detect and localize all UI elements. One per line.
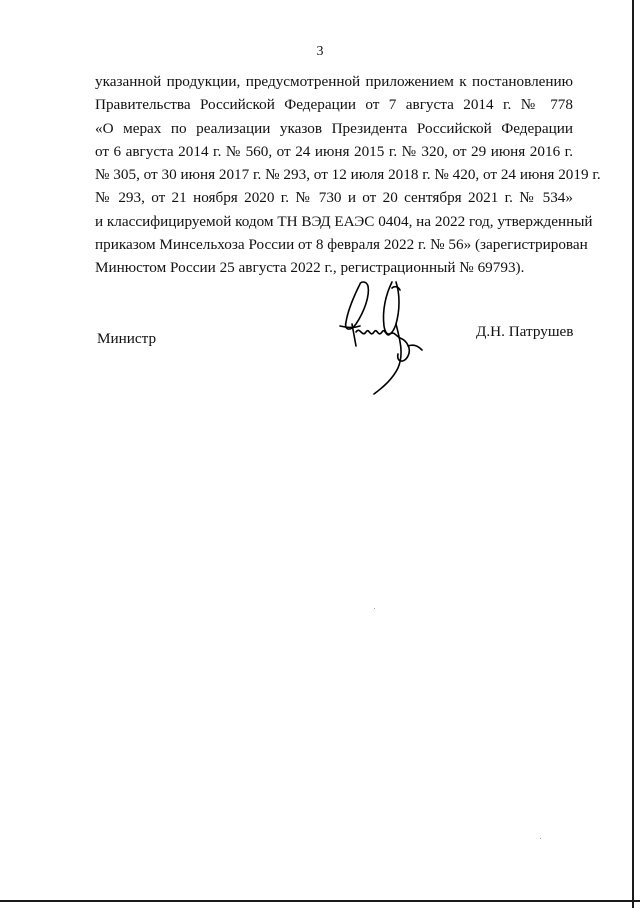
signatory-name: Д.Н. Патрушев <box>476 323 574 340</box>
scan-speck <box>540 838 541 839</box>
paragraph-line: № 305, от 30 июня 2017 г. № 293, от 12 июля 2018 г. № 420, от 24 июня 2019 г. <box>95 166 601 184</box>
handwritten-signature <box>326 276 436 398</box>
paragraph-line: приказом Минсельхоза России от 8 февраля 2022 г. № 56» (зарегистрирован <box>95 236 588 254</box>
paragraph-line: «О мерах по реализации указов Президента Российской Федерации <box>95 119 573 137</box>
paragraph-line: от 6 августа 2014 г. № 560, от 24 июня 2015 г. № 320, от 29 июня 2016 г. <box>95 142 573 160</box>
paragraph-line: № 293, от 21 ноября 2020 г. № 730 и от 20 сентября 2021 г. № 534» <box>95 189 573 207</box>
body-paragraph <box>95 70 601 280</box>
scan-speck <box>374 608 375 609</box>
paragraph-line: и классифицируемой кодом ТН ВЭД ЕАЭС 0404, на 2022 год, утвержденный <box>95 212 593 230</box>
scan-edge-bottom <box>0 900 640 902</box>
paragraph-line: Минюстом России 25 августа 2022 г., регистрационный № 69793). <box>95 259 525 277</box>
signatory-position: Министр <box>97 330 157 347</box>
page-number: 3 <box>316 44 324 59</box>
paragraph-line: Правительства Российской Федерации от 7 августа 2014 г. № 778 <box>95 96 573 114</box>
scan-edge-right <box>632 0 634 908</box>
paragraph-line: указанной продукции, предусмотренной приложением к постановлению <box>95 73 573 90</box>
